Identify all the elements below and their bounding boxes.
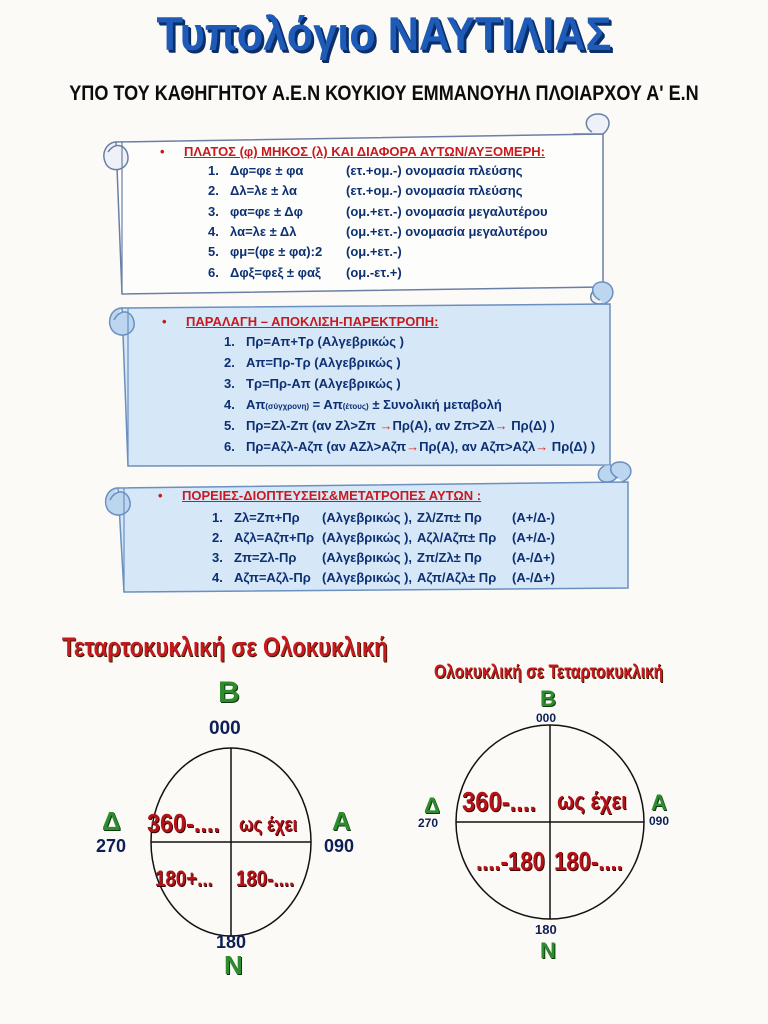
section3-heading	[158, 488, 481, 503]
arrow-right-icon: →	[379, 418, 393, 433]
circle2-west-degrees: 270	[418, 816, 439, 830]
circle2-north-label: Β	[540, 686, 556, 711]
formula-row: 2. Αζλ=Αζπ+Πρ (Αλγεβρικώς ), Αζλ/Αζπ± Πρ (Α+/Δ-)	[212, 530, 555, 545]
section3-heading-text: ΠΟΡΕΙΕΣ-ΔΙΟΠΤΕΥΣΕΙΣ&ΜΕΤΑΤΡΟΠΕΣ ΑΥΤΩΝ :	[182, 488, 482, 503]
circle1-east-label: Α	[332, 806, 351, 836]
circle1-compass-diagram	[148, 745, 314, 939]
circle2-north-degrees: 000	[536, 711, 557, 725]
formula-row: 3. Ζπ=Ζλ-Πρ (Αλγεβρικώς ), Ζπ/Ζλ± Πρ (Α-/Δ+)	[212, 550, 555, 565]
scroll-section-latitude-longitude	[98, 112, 618, 302]
circle2-quadrant-nw: 360-....	[462, 786, 537, 817]
formula-row: 4. Αζπ=Αζλ-Πρ (Αλγεβρικώς ), Αζπ/Αζλ± Πρ (Α-/Δ+)	[212, 570, 555, 585]
formula-row: 4. λα=λε ± Δλ (ομ.+ετ.-) ονομασία μεγαλυτέρου	[208, 224, 548, 239]
section2-heading	[162, 314, 439, 329]
bullet: •	[162, 314, 167, 329]
circle2-quadrant-sw: ....-180	[476, 846, 545, 876]
bullet: •	[158, 488, 163, 503]
circle1-south-degrees: 180	[216, 932, 247, 952]
circle1-east-degrees: 090	[324, 836, 355, 856]
section2-heading-text: ΠΑΡΑΛΑΓΗ – ΑΠΟΚΛΙΣΗ-ΠΑΡΕΚΤΡΟΠΗ:	[186, 314, 439, 329]
circle1-heading: Τεταρτοκυκλική σε Ολοκυκλική	[62, 632, 388, 662]
bullet: •	[160, 144, 165, 159]
page-subtitle: ΥΠΟ ΤΟΥ ΚΑΘΗΓΗΤΟΥ Α.Ε.Ν ΚΟΥΚΙΟΥ ΕΜΜΑΝΟΥΗΛ ΠΛΟΙΑΡΧΟΥ Α' Ε.Ν	[69, 82, 699, 105]
circle1-quadrant-ne: ως έχει	[239, 814, 298, 836]
circle2-east-label: Α	[651, 790, 667, 815]
circle2-quadrant-se: 180-....	[554, 846, 623, 876]
circle1-west-degrees: 270	[96, 836, 127, 856]
circle1-quadrant-nw: 360-....	[147, 808, 220, 838]
circle2-south-label: Ν	[540, 938, 556, 963]
formula-row: 6. Δφξ=φεξ ± φαξ (ομ.-ετ.+)	[208, 265, 402, 280]
circle2-east-degrees: 090	[649, 814, 670, 828]
formula-row: 3. Τρ=Πρ-Απ (Αλγεβρικώς )	[224, 376, 401, 391]
formula-row: 1. Ζλ=Ζπ+Πρ (Αλγεβρικώς ), Ζλ/Ζπ± Πρ (Α+/Δ-)	[212, 510, 555, 525]
circle2-west-label: Δ	[424, 793, 440, 818]
circle2-heading: Ολοκυκλική σε Τεταρτοκυκλική	[434, 662, 664, 683]
circle1-quadrant-sw: 180+...	[155, 866, 213, 891]
arrow-right-icon: →	[494, 418, 508, 433]
section1-heading-text: ΠΛΑΤΟΣ (φ) ΜΗΚΟΣ (λ) ΚΑΙ ΔΙΑΦΟΡΑ ΑΥΤΩΝ/ΑΥΞΟΜΕΡΗ:	[184, 144, 545, 159]
formula-row: 6. Πρ=Αζλ-Αζπ (αν ΑΖλ>Αζπ→Πρ(Α), αν Αζπ>Αζλ→ Πρ(Δ) )	[224, 439, 596, 454]
arrow-right-icon: →	[406, 439, 420, 454]
circle1-south-label: Ν	[224, 950, 243, 980]
scroll-section-courses	[100, 460, 640, 595]
arrow-right-icon: →	[535, 439, 549, 454]
page-title: Τυπολόγιο ΝΑΥΤΙΛΙΑΣ	[156, 7, 612, 60]
formula-row: 4. Απ(σύγχρονη) = Απ(έτους) ± Συνολική μεταβολή	[224, 397, 502, 412]
circle1-quadrant-se: 180-....	[236, 866, 295, 891]
formula-row: 3. φα=φε ± Δφ (ομ.+ετ.-) ονομασία μεγαλυτέρου	[208, 204, 548, 219]
circle1-north-degrees: 000	[209, 718, 241, 739]
formula-row: 2. Απ=Πρ-Τρ (Αλγεβρικώς )	[224, 355, 401, 370]
scroll-section-deviation	[104, 280, 624, 475]
section1-heading	[160, 144, 545, 159]
circle1-north-label: Β	[218, 676, 240, 709]
circle2-compass-diagram	[453, 722, 647, 922]
circle1-west-label: Δ	[102, 806, 121, 836]
circle2-quadrant-ne: ως έχει	[557, 788, 627, 815]
circle2-south-degrees: 180	[535, 922, 557, 937]
formula-row: 5. φμ=(φε ± φα):2 (ομ.+ετ.-)	[208, 244, 402, 259]
formula-row: 2. Δλ=λε ± λα (ετ.+ομ.-) ονομασία πλεύσης	[208, 183, 523, 198]
formula-row: 1. Δφ=φε ± φα (ετ.+ομ.-) ονομασία πλεύσης	[208, 163, 523, 178]
formula-row: 5. Πρ=Ζλ-Ζπ (αν Ζλ>Ζπ →Πρ(Α), αν Ζπ>Ζλ→ Πρ(Δ) )	[224, 418, 555, 433]
formula-row: 1. Πρ=Απ+Τρ (Αλγεβρικώς )	[224, 334, 404, 349]
